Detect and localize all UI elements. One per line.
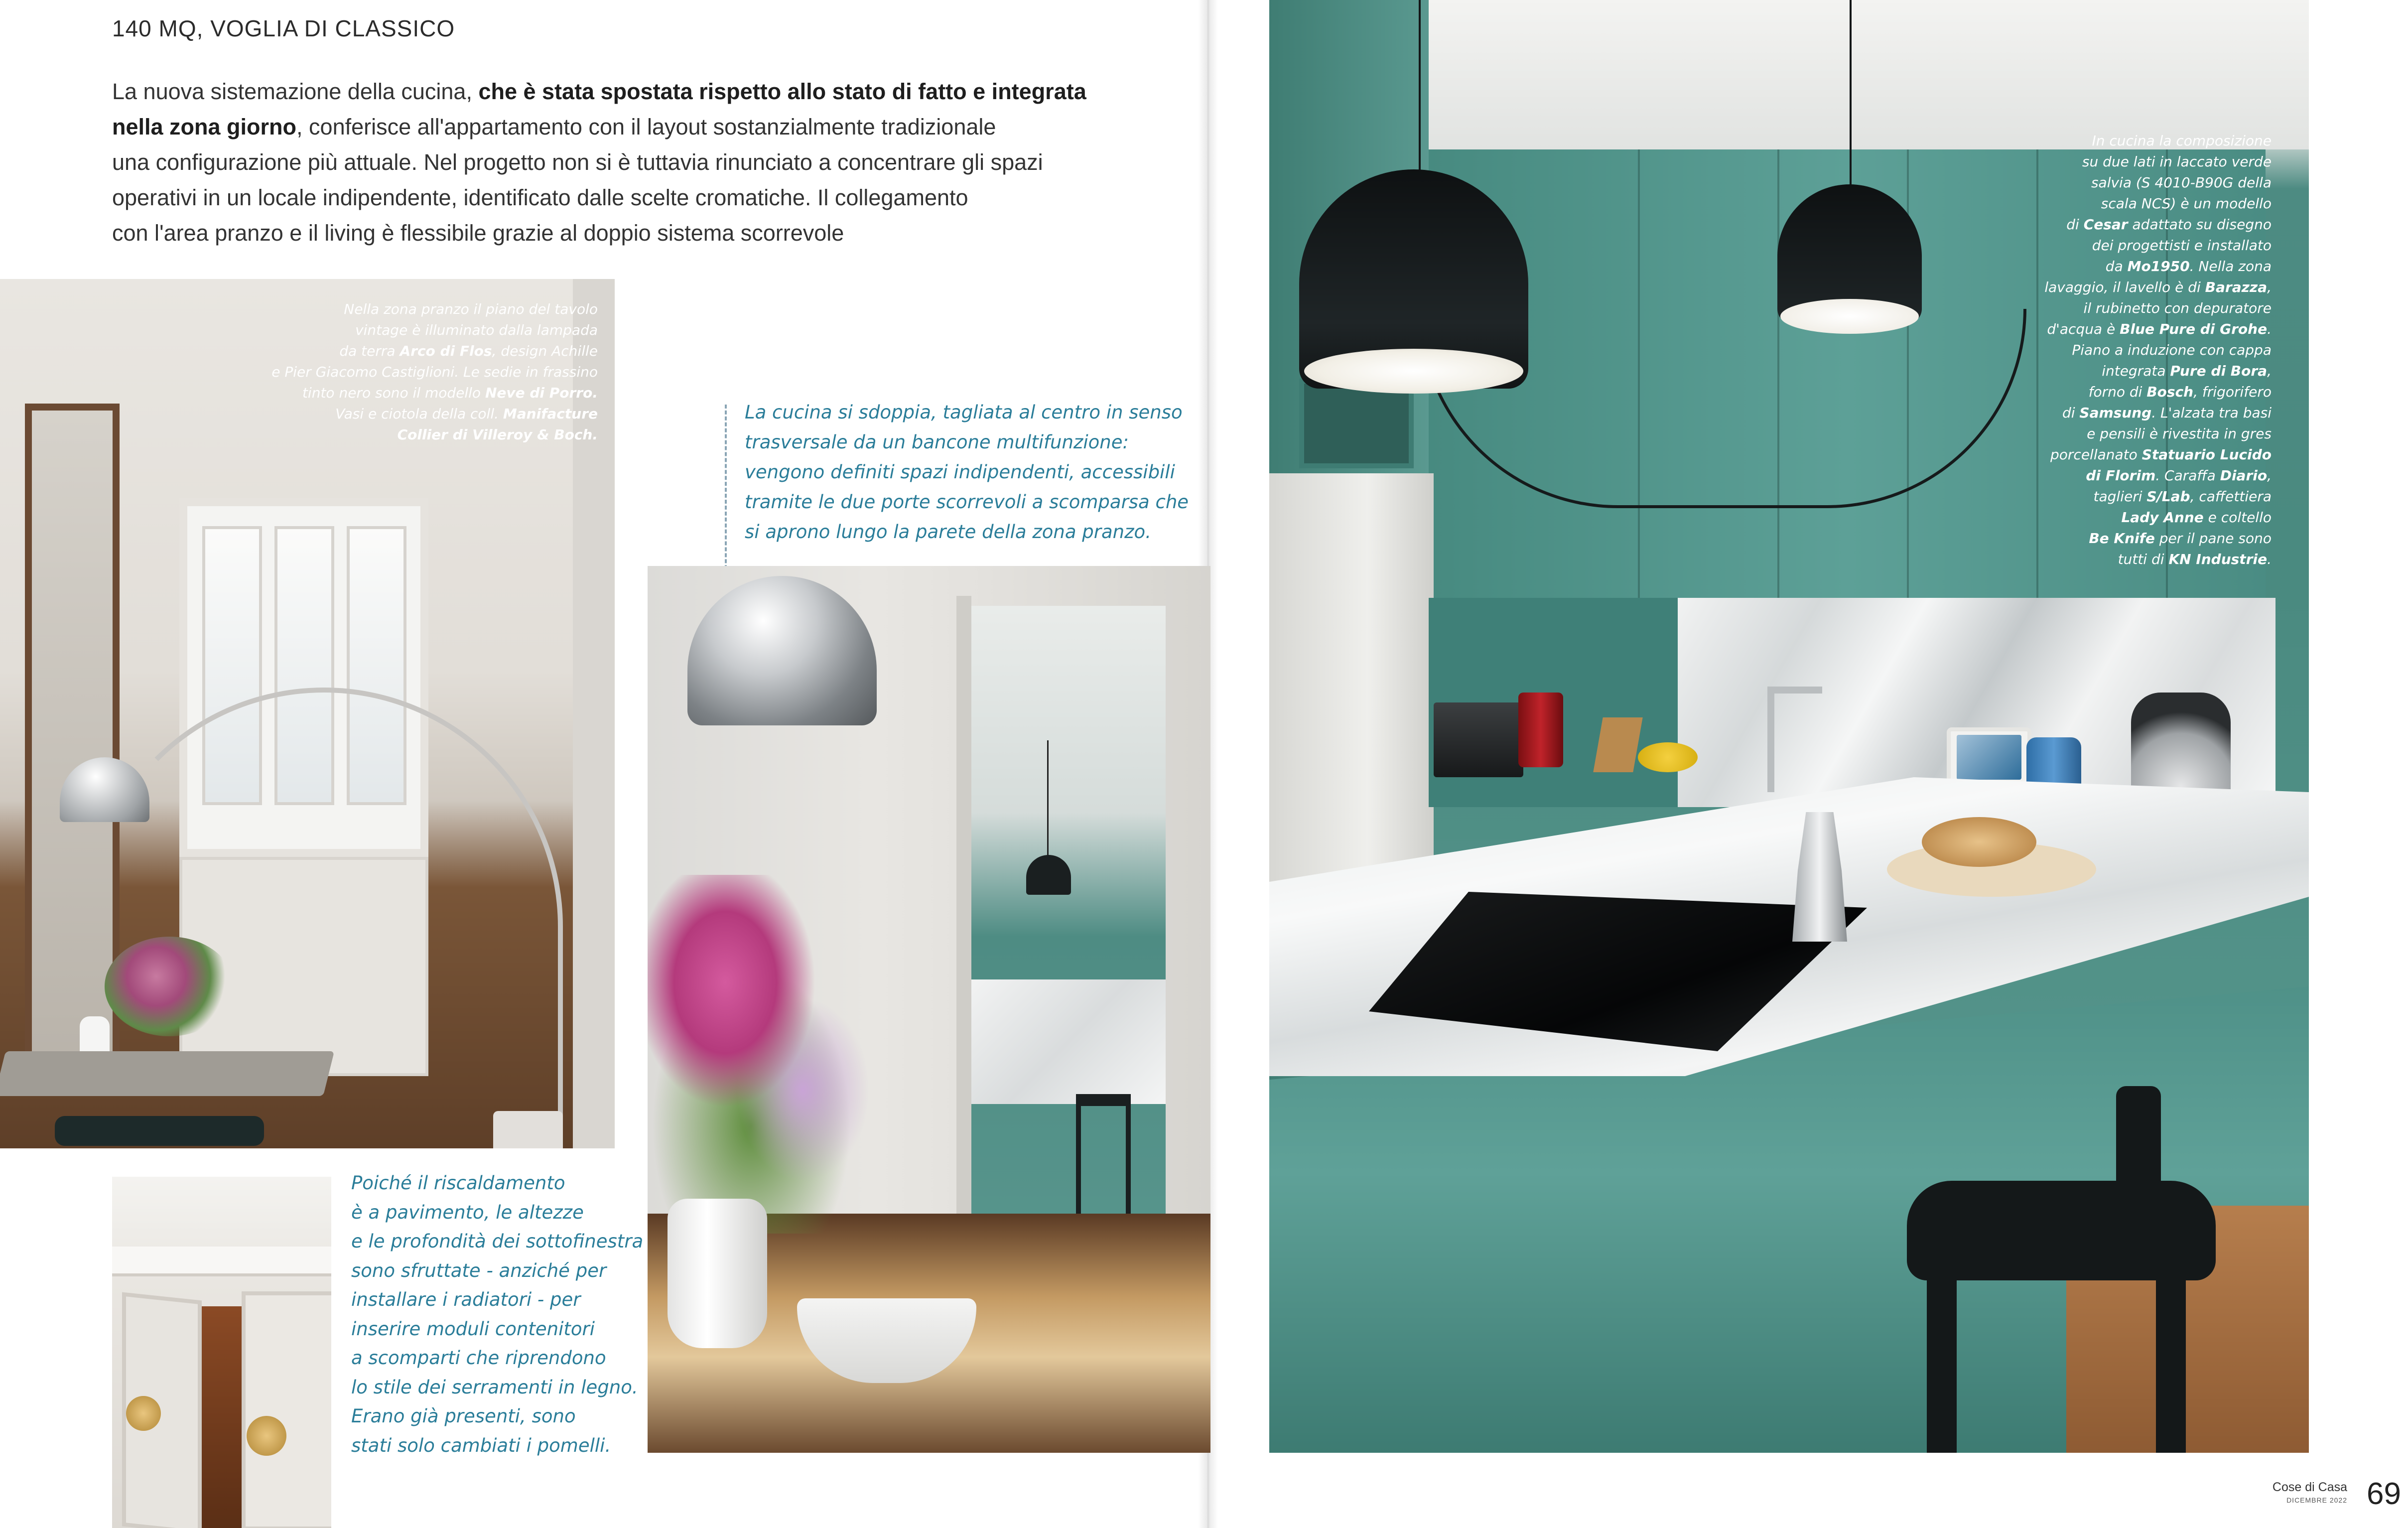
black-chair <box>55 1116 264 1146</box>
stool-leg <box>2156 1275 2186 1453</box>
ribbed-vase <box>668 1199 767 1348</box>
issue-date: DICEMBRE 2022 <box>2286 1496 2347 1504</box>
coffee-machine <box>1518 693 1563 767</box>
silver-lamp-shade <box>687 576 877 725</box>
dining-table <box>0 1051 334 1096</box>
intro-paragraph: La nuova sistemazione della cucina, che è stata spostata rispetto allo stato di fatto e integrata nella zona giorno, conferisce all'appartamento con il layout sostanzialmente tradizionale una configurazione più attuale. Nel progetto non si è tuttavia rinunciato a concentrare gli spazi operativi in un locale indipendente, identificato dalle scelte cromatiche. Il collegamento con l'area pranzo e il living è flessibile grazie al doppio sistema scorrevole <box>112 79 1086 246</box>
brass-knob <box>126 1396 161 1431</box>
page-number: 69 <box>2367 1477 2401 1511</box>
closed-cabinet-door <box>242 1291 331 1528</box>
faucet-spout <box>1767 687 1822 694</box>
stool-leg <box>1927 1275 1957 1453</box>
pendant-wire <box>1047 740 1049 860</box>
heating-caption: Poiché il riscaldamento è a pavimento, le altezze e le profondità dei sottofinestra sono sfruttate - anziché per installare i radiatori - per inserire moduli contenitori a scomparti che riprendono lo stile dei serramenti in legno. Erano già presenti, sono stati solo cambiati i pomelli. <box>351 1172 644 1456</box>
magazine-name: Cose di Casa <box>2272 1480 2347 1494</box>
microwave-oven <box>1434 702 1523 777</box>
pendant-lamp-rim <box>1780 299 1919 334</box>
lily-bouquet <box>648 875 907 1234</box>
pendant-cable <box>1419 0 1421 179</box>
cabinet-detail-photo <box>112 1177 331 1528</box>
stool-seat <box>1907 1181 2216 1280</box>
stool-backrest <box>2116 1086 2161 1196</box>
smart-display-screen <box>1957 735 2021 780</box>
kitchen-caption: In cucina la composizione su due lati in laccato verde salvia (S 4010-B90G della scala NCS) è un modello di Cesar adattato su disegno dei progettisti e installato da Mo1950. Nella zona lavaggio, il lavello è di Barazza, il rubinetto con depuratore d'acqua è Blue Pure di Grohe. Piano a induzione con cappa integrata Pure di Bora, forno di Bosch, frigorifero di Samsung. L'alzata tra basi e pensili è rivestita in gres porcellanato Statuario Lucido di Florim. Caraffa Diario, taglieri S/Lab, caffettiera Lady Anne e coltello Be Knife per il pane sono tutti di KN Industrie. <box>2044 133 2272 567</box>
faucet <box>1767 688 1774 792</box>
pull-quote: La cucina si sdoppia, tagliata al centro in senso trasversale da un bancone multifunzione: vengono definiti spazi indipendenti, accessibili tramite le due porte scorrevoli a scomparsa che si aprono lungo la parete della zona pranzo. <box>745 402 1189 543</box>
flower-bouquet <box>105 937 234 1036</box>
bread-loaf <box>1922 817 2036 867</box>
page-folio <box>2212 1477 2401 1517</box>
sliding-door-photo <box>648 566 1210 1453</box>
section-title: 140 MQ, VOGLIA DI CLASSICO <box>112 15 455 41</box>
small-pendant <box>1026 855 1071 895</box>
window-sill <box>112 1247 331 1276</box>
pendant-lamp-rim <box>1304 349 1523 394</box>
dining-caption: Nella zona pranzo il piano del tavolo vintage è illuminato dalla lampada da terra Arco di Flos, design Achille e Pier Giacomo Castiglioni. Le sedie in frassino tinto nero sono il modello Neve di Porro. Vasi e ciotola della coll. Manifacture Collier di Villeroy & Boch. <box>271 301 598 443</box>
lemon-bowl <box>1638 742 1698 772</box>
brass-knob <box>247 1416 286 1456</box>
marble-splashback <box>971 979 1166 1104</box>
pendant-cable <box>1850 0 1852 194</box>
marble-base <box>493 1111 563 1148</box>
